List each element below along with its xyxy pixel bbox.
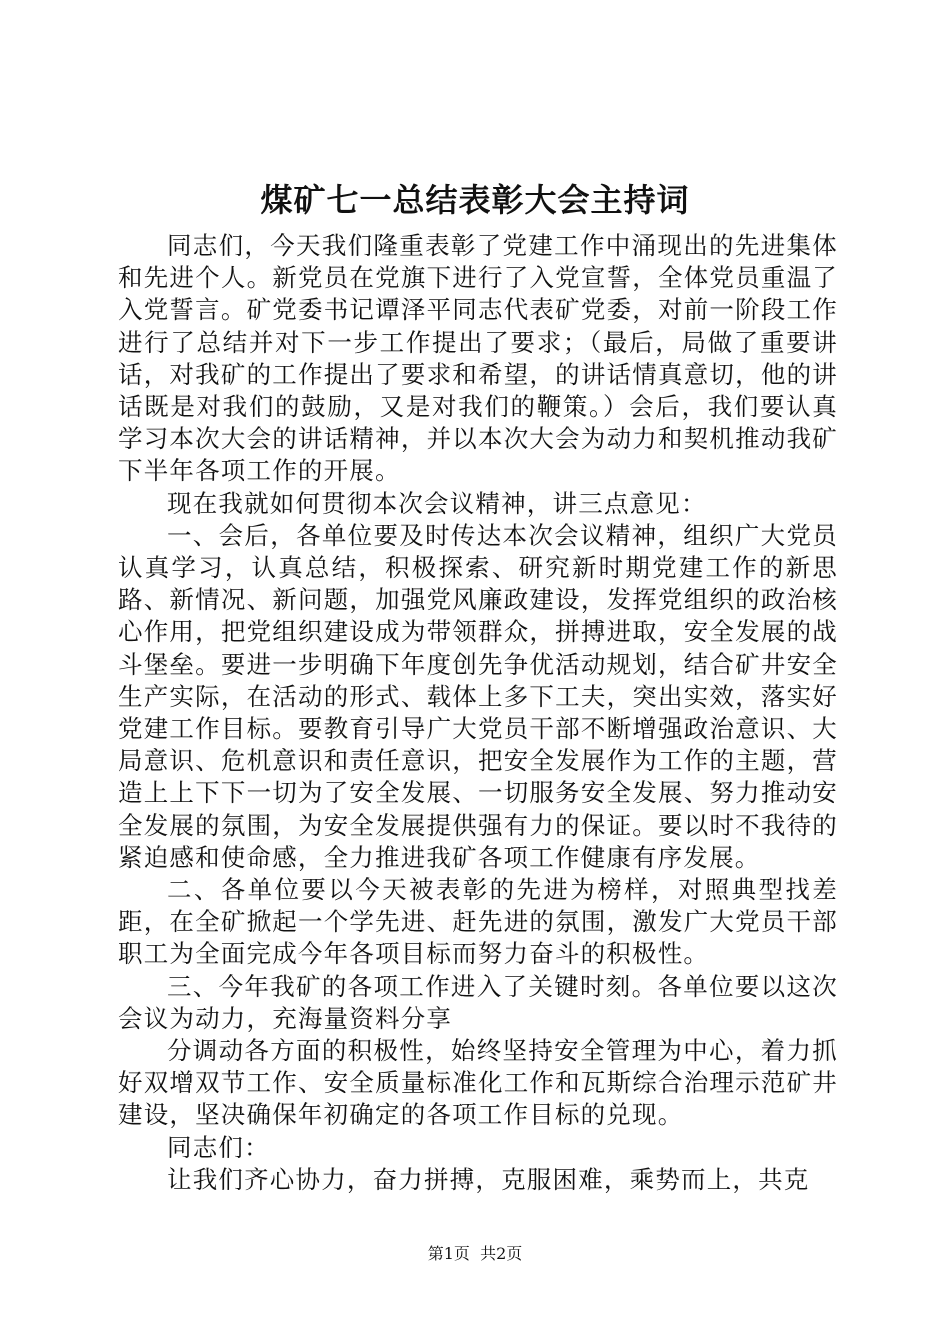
- page-number: 第1页: [427, 1244, 470, 1263]
- paragraph-opening: 同志们，今天我们隆重表彰了党建工作中涌现出的先进集体和先进个人。新党员在党旗下进行了入党宣誓，全体党员重温了入党誓言。矿党委书记谭泽平同志代表矿党委，对前一阶段工作进行了总结并对下一步工作提出了要求；（最后，局做了重要讲话，对我矿的工作提出了要求和希望，的讲话情真意切，他的讲话既是对我们的鼓励，又是对我们的鞭策。）会后，我们要认真学习本次大会的讲话精神，并以本次大会为动力和契机推动我矿下半年各项工作的开展。: [118, 231, 838, 486]
- paragraph-point-three-continued: 分调动各方面的积极性，始终坚持安全管理为中心，着力抓好双增双节工作、安全质量标准化工作和瓦斯综合治理示范矿井建设，坚决确保年初确定的各项工作目标的兑现。: [118, 1036, 838, 1130]
- paragraph-salutation: 同志们：: [167, 1132, 270, 1162]
- page-footer: [0, 1244, 950, 1264]
- paragraph-closing: 让我们齐心协力，奋力拼搏，克服困难，乘势而上，共克: [167, 1164, 810, 1194]
- document-title: 煤矿七一总结表彰大会主持词: [260, 181, 690, 219]
- paragraph-point-one: 一、会后，各单位要及时传达本次会议精神，组织广大党员认真学习，认真总结，积极探索、研究新时期党建工作的新思路、新情况、新问题，加强党风廉政建设，发挥党组织的政治核心作用，把党组织建设成为带领群众，拼搏进取，安全发展的战斗堡垒。要进一步明确下年度创先争优活动规划，结合矿井安全生产实际，在活动的形式、载体上多下工夫，突出实效，落实好党建工作目标。要教育引导广大党员干部不断增强政治意识、大局意识、危机意识和责任意识，把安全发展作为工作的主题，营造上上下下一切为了安全发展、一切服务安全发展、努力推动安全发展的氛围，为安全发展提供强有力的保证。要以时不我待的紧迫感和使命感，全力推进我矿各项工作健康有序发展。: [118, 520, 838, 872]
- page-total: 共2页: [480, 1244, 523, 1263]
- paragraph-intro-points: 现在我就如何贯彻本次会议精神，讲三点意见：: [167, 488, 707, 518]
- paragraph-point-three: 三、今年我矿的各项工作进入了关键时刻。各单位要以这次会议为动力，充海量资料分享: [118, 971, 838, 1033]
- paragraph-point-two: 二、各单位要以今天被表彰的先进为榜样，对照典型找差距，在全矿掀起一个学先进、赶先进的氛围，激发广大党员干部职工为全面完成今年各项目标而努力奋斗的积极性。: [118, 875, 838, 969]
- document-body: [118, 230, 838, 1196]
